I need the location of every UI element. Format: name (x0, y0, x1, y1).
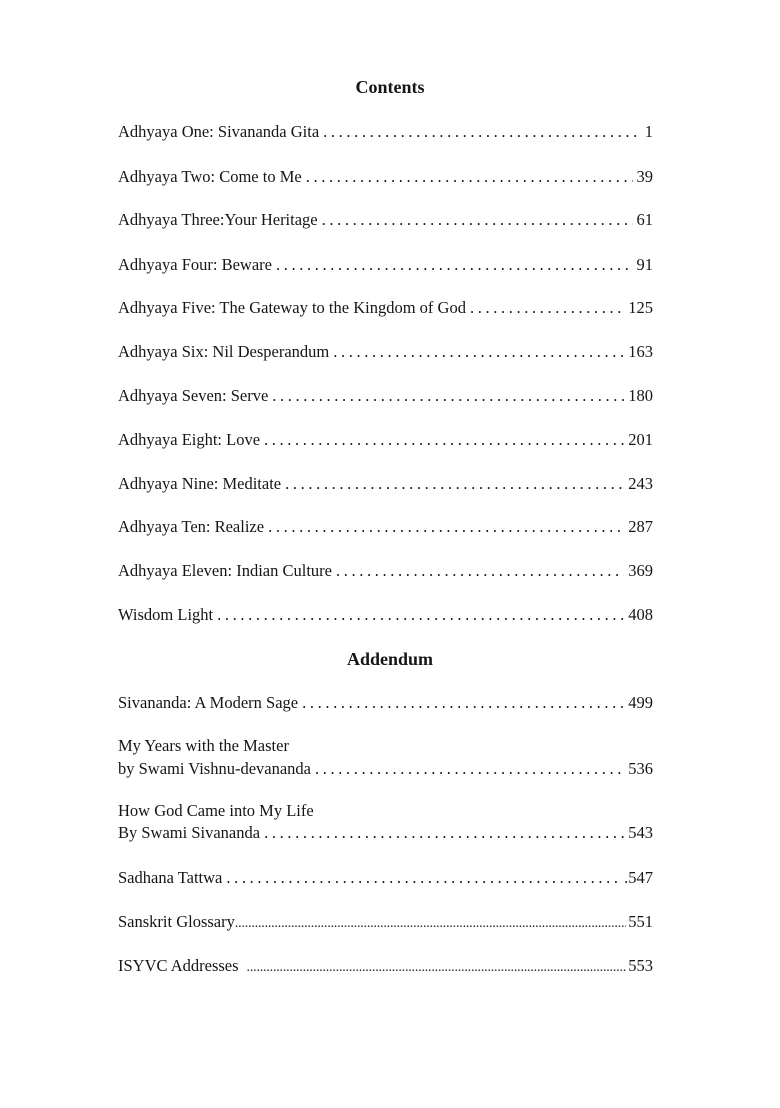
entry-title: Sadhana Tattwa (118, 868, 223, 887)
toc-entry (118, 823, 653, 843)
toc-entry (118, 167, 653, 187)
toc-entry (118, 298, 653, 318)
entry-title: Adhyaya Eight: Love (118, 430, 261, 449)
entry-title: Adhyaya One: Sivananda Gita (118, 122, 320, 141)
entry-page: 1 (644, 122, 653, 141)
entry-title: Wisdom Light (118, 605, 214, 624)
entry-title: Adhyaya Eleven: Indian Culture (118, 561, 332, 580)
dot-leader (302, 693, 624, 713)
toc-entry (118, 868, 653, 888)
entry-title: Adhyaya Three:Your Heritage (118, 210, 318, 229)
entry-page: 551 (628, 912, 653, 931)
entry-title: Adhyaya Nine: Meditate (118, 474, 282, 493)
toc-entry (118, 386, 653, 406)
entry-page: 180 (628, 386, 653, 405)
dot-leader (323, 122, 641, 142)
entry-page: 61 (636, 210, 653, 229)
dot-leader (264, 430, 624, 450)
entry-title: Adhyaya Four: Beware (118, 255, 272, 274)
dot-leader (322, 210, 633, 230)
dot-leader (217, 605, 624, 625)
dot-leader (336, 561, 624, 581)
entry-page: 201 (628, 430, 653, 449)
toc-entry (118, 912, 653, 934)
entry-title: By Swami Sivananda (118, 823, 261, 842)
dot-leader (226, 868, 620, 888)
entry-title-line1: My Years with the Master (118, 736, 289, 755)
entry-title: Adhyaya Ten: Realize (118, 517, 265, 536)
toc-entry (118, 342, 653, 362)
page-title: Contents (355, 77, 425, 97)
toc-entry (118, 561, 653, 581)
entry-page: 499 (628, 693, 653, 712)
dot-leader (306, 167, 633, 187)
dot-leader (235, 912, 626, 934)
dot-leader (264, 823, 624, 843)
entry-page: 91 (636, 255, 653, 274)
dot-leader (247, 956, 627, 978)
dot-leader (276, 255, 633, 275)
entry-page: 369 (628, 561, 653, 580)
dot-leader (315, 759, 624, 779)
entry-page: .547 (624, 868, 653, 887)
entry-page: 39 (636, 167, 653, 186)
entry-page: 408 (628, 605, 653, 624)
toc-entry (118, 693, 653, 713)
toc-entry (118, 474, 653, 494)
toc-entry (118, 956, 653, 978)
dot-leader (272, 386, 624, 406)
entry-title: Sanskrit Glossary (118, 912, 235, 931)
toc-entry (118, 210, 653, 230)
entry-title: by Swami Vishnu-devananda (118, 759, 312, 778)
entry-page: 543 (628, 823, 653, 842)
entry-title: Adhyaya Two: Come to Me (118, 167, 302, 186)
entry-title-line1: How God Came into My Life (118, 801, 314, 820)
entry-title: Adhyaya Six: Nil Desperandum (118, 342, 330, 361)
entry-title: Adhyaya Five: The Gateway to the Kingdom of God (118, 298, 466, 317)
entry-page: 536 (628, 759, 653, 778)
entry-page: 163 (628, 342, 653, 361)
entry-page: 125 (628, 298, 653, 317)
toc-entry (118, 430, 653, 450)
entry-title: Adhyaya Seven: Serve (118, 386, 269, 405)
toc-entry (118, 605, 653, 625)
entry-page: 553 (628, 956, 653, 975)
toc-entry (118, 255, 653, 275)
toc-entry (118, 517, 653, 537)
entry-title: ISYVC Addresses (118, 956, 239, 975)
dot-leader (285, 474, 624, 494)
entry-title: Sivananda: A Modern Sage (118, 693, 299, 712)
dot-leader (333, 342, 624, 362)
entry-page: 243 (628, 474, 653, 493)
dot-leader (470, 298, 624, 318)
toc-entry (118, 122, 653, 142)
entry-page: 287 (628, 517, 653, 536)
toc-entry (118, 759, 653, 779)
addendum-heading: Addendum (346, 649, 434, 669)
dot-leader (268, 517, 624, 537)
